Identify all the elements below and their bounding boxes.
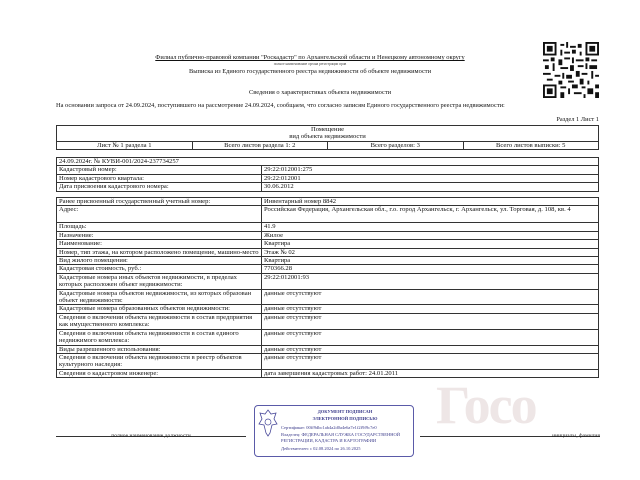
table-row [57,240,599,248]
row-value: данные отсутствуют [262,305,599,313]
row-label: Сведения о включении объекта недвижимости в состав единого недвижимого комплекса: [57,329,262,345]
table-row [57,305,599,313]
row-value: Квартира [262,257,599,265]
row-label: Ранее присвоенный государственный учетный номер: [57,198,262,206]
table-row [57,223,599,231]
row-value: данные отсутствуют [262,329,599,345]
row-label: Площадь: [57,223,262,231]
row-label: Кадастровая стоимость, руб.: [57,265,262,273]
sheets-in-section: Всего листов раздела 1: 2 [192,141,328,149]
table-row [57,174,599,182]
row-value: Квартира [262,240,599,248]
table-row [57,265,599,273]
stamp-subtitle: ЭЛЕКТРОННОЙ ПОДПИСЬЮ [312,416,378,421]
stamp-certificate: Сертификат: 00ff9dbc1ab4a2d0a4e6a7e1f2f9f9c7e0 [281,425,377,430]
row-value: Этаж № 02 [262,248,599,256]
table-row [57,273,599,289]
table-row [57,345,599,353]
sheets-total: Всего листов выписки: 5 [463,141,599,149]
stamp-owner: Владелец: ФЕДЕРАЛЬНАЯ СЛУЖБА ГОСУДАРСТВЕННОЙ [281,432,401,437]
qr-code-icon [543,42,599,98]
row-label: Сведения о кадастровом инженере: [57,369,262,377]
name-caption: инициалы, фамилия [552,433,600,439]
row-value: Инвентарный номер 8842 [262,198,599,206]
table-row [57,257,599,265]
row-value: 29:22:012001:275 [262,166,599,174]
row-label: Кадастровые номера иных объектов недвижимости, в пределах которых расположен объект недвижимости: [57,273,262,289]
identifiers-table [56,157,599,192]
row-label: Назначение: [57,231,262,239]
watermark: Госо [436,375,536,435]
sheet-number: Лист № 1 раздела 1 [57,141,193,149]
row-value: 41.9 [262,223,599,231]
row-value: данные отсутствуют [262,345,599,353]
row-label: Сведения о включении объекта недвижимости в состав предприятия как имущественного комплекса: [57,313,262,329]
table-row [57,248,599,256]
section-subtitle: Сведения о характеристиках объекта недвижимости [248,89,392,96]
row-label: Кадастровые номера образованных объектов недвижимости: [57,305,262,313]
row-value: 29:22:012001 [262,174,599,182]
row-label: Вид жилого помещения: [57,257,262,265]
summary-table [56,125,599,150]
table-row [57,289,599,305]
row-value: 30.06.2012 [262,183,599,191]
row-value: 770366.28 [262,265,599,273]
electronic-signature-stamp [254,405,414,457]
row-value: Жилое [262,231,599,239]
object-type: Помещение [57,126,599,134]
row-label: Сведения о включении объекта недвижимости в реестр объектов культурного наследия: [57,353,262,369]
row-label: Номер кадастрового квартала: [57,174,262,182]
characteristics-table [56,197,599,378]
registry-office-caption: полное наименование органа регистрации прав [273,62,347,66]
registry-office-title: Филиал публично-правовой компании "Роскадастр" по Архангельской области и Ненецкому автономному округу [155,54,465,61]
state-emblem-icon [257,408,279,438]
stamp-title: ДОКУМЕНТ ПОДПИСАН [317,409,373,414]
row-value: дата завершения кадастровых работ: 24.01.2011 [262,369,599,377]
sections-total: Всего разделов: 3 [328,141,464,149]
row-label: Адрес: [57,206,262,223]
table-row [57,183,599,191]
table-row [57,313,599,329]
intro-text: На основании запроса от 24.09.2024, поступившего на рассмотрение 24.09.2024, сообщаем, что согласно записям Единого государственного реестра недвижимости: [56,102,505,109]
row-label: Дата присвоения кадастрового номера: [57,183,262,191]
row-label: Номер, тип этажа, на котором расположено помещение, машино-место [57,248,262,256]
table-row [57,231,599,239]
row-value: данные отсутствуют [262,289,599,305]
stamp-validity: Действителен: с 02.08.2024 по 26.10.2025 [281,446,361,451]
table-row [57,353,599,369]
table-row [57,206,599,223]
row-label: Наименование: [57,240,262,248]
table-row [57,166,599,174]
row-value: данные отсутствуют [262,313,599,329]
doc-reference: 24.09.2024г. № КУВИ-001/2024-237734257 [57,158,599,166]
section-label: Раздел 1 Лист 1 [556,116,599,123]
table-row [57,329,599,345]
position-caption: полное наименование должности [111,433,191,439]
row-label: Кадастровый номер: [57,166,262,174]
table-row [57,198,599,206]
row-value: Российская Федерация, Архангельская обл., г.о. город Архангельск, г. Архангельск, ул. Торговая, д. 108, кв. 4 [262,206,599,223]
stamp-owner-cont: РЕГИСТРАЦИИ, КАДАСТРА И КАРТОГРАФИИ [281,438,377,443]
extract-title: Выписка из Единого государственного реестра недвижимости об объекте недвижимости [188,68,431,75]
row-label: Кадастровые номера объектов недвижимости, из которых образован объект недвижимости: [57,289,262,305]
row-value: данные отсутствуют [262,353,599,369]
row-value: 29:22:012001:93 [262,273,599,289]
object-type-caption: вид объекта недвижимости [57,133,599,141]
row-label: Виды разрешенного использования: [57,345,262,353]
